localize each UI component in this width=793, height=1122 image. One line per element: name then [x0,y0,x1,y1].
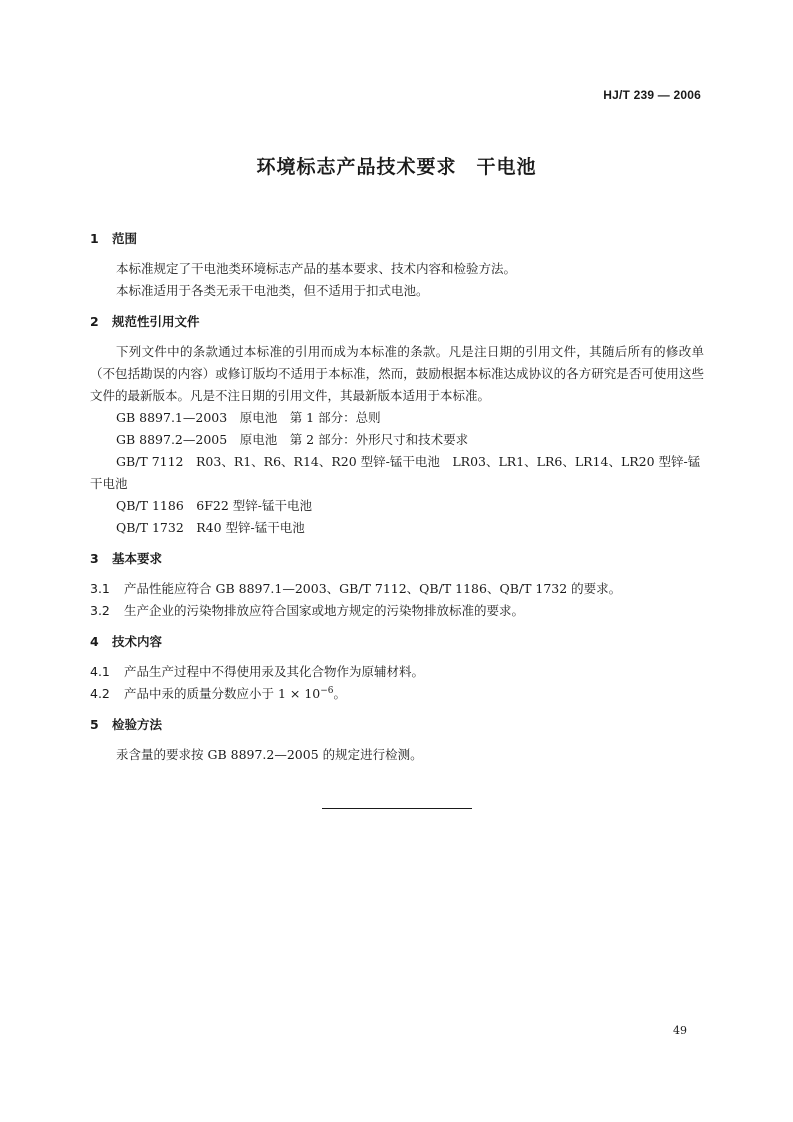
clause-text: 产品性能应符合 GB 8897.1—2003、GB/T 7112、QB/T 1186、QB/T 1732 的要求。 [124,581,622,596]
clause-text: 产品中汞的质量分数应小于 1 × 10 [124,686,321,701]
clause-number: 3.1 [90,581,110,596]
clause-number: 4.1 [90,664,110,679]
section-number: 3 [90,551,99,566]
section-heading [90,548,704,570]
clause-tail: 。 [333,686,347,701]
section-basic-requirements [90,548,704,622]
reference-item: GB/T 7112 R03、R1、R6、R14、R20 型锌-锰干电池 LR03、LR1、LR6、LR14、LR20 型锌-锰干电池 [90,454,701,491]
section-number: 1 [90,231,99,246]
end-rule [322,808,472,809]
section-title: 检验方法 [112,717,163,732]
section-scope [90,228,704,302]
section-test-methods [90,714,704,766]
section-heading [90,228,704,250]
section-number: 5 [90,717,99,732]
paragraph: 下列文件中的条款通过本标准的引用而成为本标准的条款。凡是注日期的引用文件，其随后所有的修改单（不包括勘误的内容）或修订版均不适用于本标准，然而，鼓励根据本标准达成协议的各方研究是否可使用这些文件的最新版本。凡是不注日期的引用文件，其最新版本适用于本标准。 [90,344,704,403]
standard-code: HJ/T 239 — 2006 [603,88,701,102]
section-number: 2 [90,314,99,329]
section-heading [90,631,704,653]
page-number: 49 [673,1024,687,1037]
reference-item: QB/T 1186 6F22 型锌-锰干电池 [116,498,312,513]
clause-number: 3.2 [90,603,110,618]
page-title: 环境标志产品技术要求 干电池 [256,156,537,178]
clause-text: 产品生产过程中不得使用汞及其化合物作为原辅材料。 [124,664,425,679]
section-title: 规范性引用文件 [112,314,200,329]
reference-item: GB 8897.2—2005 原电池 第 2 部分：外形尺寸和技术要求 [116,432,469,447]
reference-item: QB/T 1732 R40 型锌-锰干电池 [116,520,305,535]
clause [90,661,704,683]
section-title: 基本要求 [112,551,163,566]
paragraph: 本标准规定了干电池类环境标志产品的基本要求、技术内容和检验方法。 [116,261,517,276]
clause-number: 4.2 [90,686,110,701]
clause-text: 生产企业的污染物排放应符合国家或地方规定的污染物排放标准的要求。 [124,603,525,618]
clause [90,683,704,705]
section-title: 范围 [112,231,138,246]
exponent: −6 [320,685,334,696]
clause [90,578,704,600]
section-normative-references [90,311,704,539]
clause [90,600,704,622]
paragraph: 本标准适用于各类无汞干电池类，但不适用于扣式电池。 [116,283,429,298]
document-body [90,228,704,775]
section-title: 技术内容 [112,634,163,649]
section-heading [90,714,704,736]
reference-item: GB 8897.1—2003 原电池 第 1 部分：总则 [116,410,381,425]
section-number: 4 [90,634,99,649]
section-technical-content [90,631,704,705]
paragraph: 汞含量的要求按 GB 8897.2—2005 的规定进行检测。 [116,747,423,762]
section-heading [90,311,704,333]
